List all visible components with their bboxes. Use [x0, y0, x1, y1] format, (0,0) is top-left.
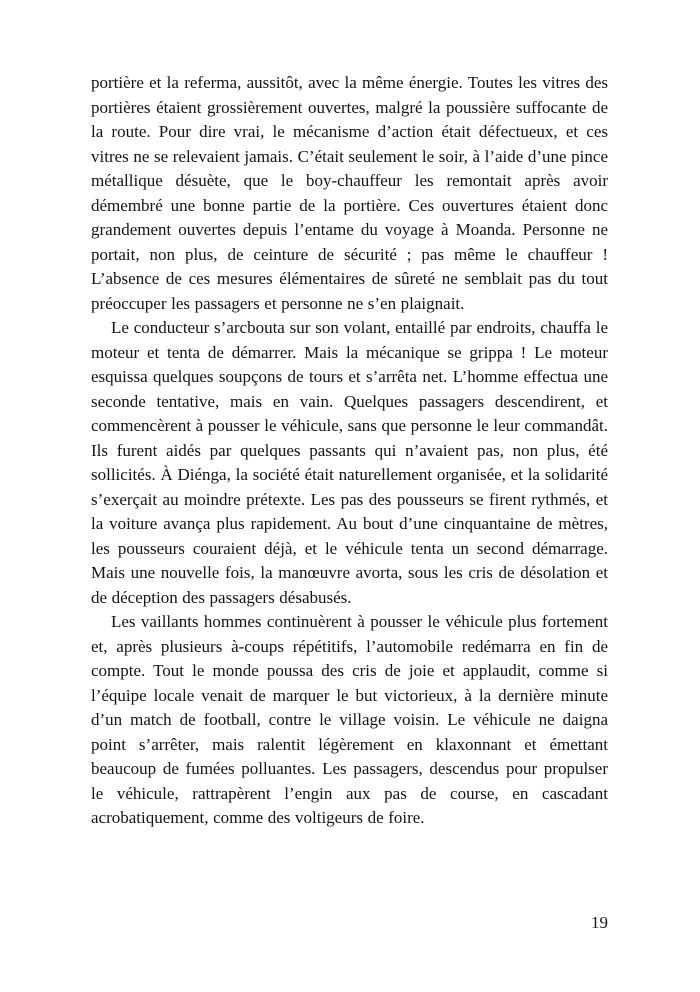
body-text	[91, 71, 608, 831]
paragraph-1: portière et la referma, aussitôt, avec la même énergie. Toutes les vitres des portières étaient grossièrement ouvertes, malgré la poussière suffocante de la route. Pour dire vrai, le mécanisme d’action était défectueux, et ces vitres ne se relevaient jamais. C’était seulement le soir, à l’aide d’une pince métallique désuète, que le boy-chauffeur les remontait après avoir démembré une bonne partie de la portière. Ces ouvertures étaient donc grandement ouvertes depuis l’entame du voyage à Moanda. Personne ne portait, non plus, de ceinture de sécurité ; pas même le chauffeur ! L’absence de ces mesures élémentaires de sûreté ne semblait pas du tout préoccuper les passagers et personne ne s’en plaignait.	[91, 73, 608, 313]
page-number: 19	[591, 913, 608, 932]
paragraph-3: Les vaillants hommes continuèrent à pousser le véhicule plus fortement et, après plusieurs à-coups répétitifs, l’automobile redémarra en fin de compte. Tout le monde poussa des cris de joie et applaudit, comme si l’équipe locale venait de marquer le but victorieux, à la dernière minute d’un match de football, contre le village voisin. Le véhicule ne daigna point s’arrêter, mais ralentit légèrement en klaxonnant et émettant beaucoup de fumées polluantes. Les passagers, descendus pour propulser le véhicule, rattrapèrent l’engin aux pas de course, en cascadant acrobatiquement, comme des voltigeurs de foire.	[91, 612, 608, 827]
paragraph-2: Le conducteur s’arcbouta sur son volant, entaillé par endroits, chauffa le moteur et tenta de démarrer. Mais la mécanique se grippa ! Le moteur esquissa quelques soupçons de tours et s’arrêta net. L’homme effectua une seconde tentative, mais en vain. Quelques passagers descendirent, et commencèrent à pousser le véhicule, sans que personne le leur commandât. Ils furent aidés par quelques passants qui n’avaient pas, non plus, été sollicités. À Diénga, la société était naturellement organisée, et la solidarité s’exerçait au moindre prétexte. Les pas des pousseurs se firent rythmés, et la voiture avança plus rapidement. Au bout d’une cinquantaine de mètres, les pousseurs couraient déjà, et le véhicule tenta un second démarrage. Mais une nouvelle fois, la manœuvre avorta, sous les cris de désolation et de déception des passagers désabusés.	[91, 318, 608, 607]
